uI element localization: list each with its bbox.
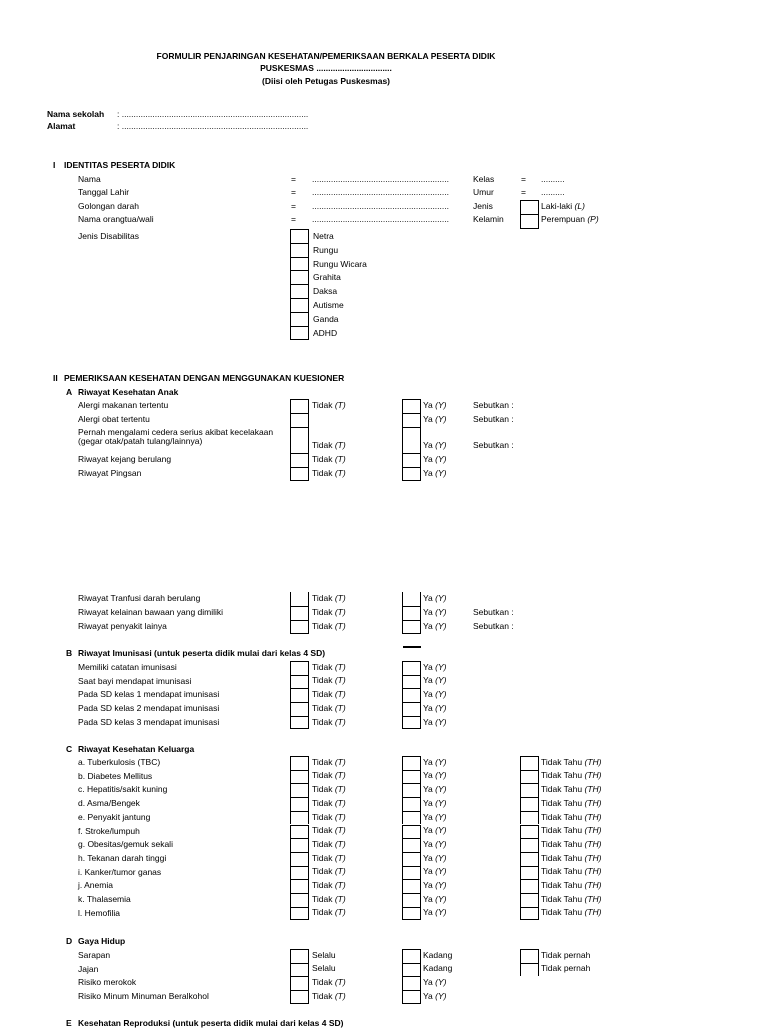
- option-label: Tidak (T): [312, 593, 346, 603]
- identity-equals: =: [291, 214, 296, 224]
- option-checkbox[interactable]: [290, 399, 309, 413]
- option-label: Tidak (T): [312, 866, 346, 877]
- option-checkbox[interactable]: [402, 976, 421, 990]
- option-label: Tidak Tahu (TH): [541, 866, 602, 877]
- option-label: Tidak Tahu (TH): [541, 907, 602, 918]
- option-label: Ya (Y): [423, 468, 447, 478]
- question-label: Riwayat kelainan bawaan yang dimiliki: [78, 607, 224, 617]
- option-checkbox[interactable]: [290, 852, 309, 866]
- option-label: Ya (Y): [423, 607, 447, 617]
- option-label: Tidak (T): [312, 716, 346, 727]
- option-checkbox[interactable]: [290, 879, 309, 893]
- specify-label: Sebutkan :: [473, 621, 514, 631]
- question-label: b. Diabetes Mellitus: [78, 770, 153, 781]
- option-label: Tidak (T): [312, 825, 346, 836]
- disability-label: Jenis Disabilitas: [78, 231, 139, 241]
- option-label: Ya (Y): [423, 977, 447, 988]
- option-label: Tidak (T): [312, 607, 346, 617]
- option-checkbox[interactable]: [402, 852, 421, 866]
- option-label: Ya (Y): [423, 593, 447, 603]
- identity-equals: =: [291, 201, 296, 211]
- option-label: Tidak (T): [312, 784, 346, 795]
- school-name-field: : ...............................................................................: [117, 109, 309, 119]
- option-label: Tidak (T): [312, 797, 346, 808]
- section-2-number: II: [53, 373, 58, 383]
- option-checkbox[interactable]: [290, 949, 309, 963]
- option-checkbox[interactable]: [402, 675, 421, 689]
- option-label: Ya (Y): [423, 621, 447, 631]
- puskesmas-line: PUSKESMAS ................................: [260, 63, 392, 73]
- disability-checkbox[interactable]: [290, 312, 309, 326]
- option-label: Ya (Y): [423, 990, 447, 1001]
- identity-right-label: Jenis: [473, 201, 493, 211]
- option-checkbox[interactable]: [402, 990, 421, 1004]
- identity-right-value: Perempuan (P): [541, 214, 599, 224]
- option-checkbox[interactable]: [290, 963, 309, 977]
- question-label: Risiko merokok: [78, 977, 137, 988]
- option-checkbox[interactable]: [290, 606, 309, 620]
- question-label: Riwayat Pingsan: [78, 468, 142, 478]
- option-label: Ya (Y): [423, 825, 447, 836]
- question-label: Risiko Minum Minuman Beralkohol: [78, 991, 209, 1002]
- question-label: Riwayat penyakit lainya: [78, 621, 167, 631]
- option-checkbox[interactable]: [402, 770, 421, 784]
- option-checkbox[interactable]: [290, 592, 309, 606]
- question-label: d. Asma/Bengek: [78, 798, 140, 809]
- option-checkbox[interactable]: [402, 825, 421, 839]
- option-label: Ya (Y): [423, 852, 447, 863]
- option-label: Tidak (T): [312, 661, 346, 672]
- gender-checkbox-p[interactable]: [520, 214, 539, 229]
- identity-equals: =: [291, 187, 296, 197]
- identity-right-label: Kelamin: [473, 214, 504, 224]
- question-label: a. Tuberkulosis (TBC): [78, 757, 161, 767]
- option-checkbox[interactable]: [290, 716, 309, 730]
- option-label: Tidak (T): [312, 880, 346, 890]
- option-checkbox[interactable]: [402, 467, 421, 481]
- option-checkbox[interactable]: [402, 661, 421, 675]
- option-label: Tidak (T): [312, 770, 346, 781]
- option-checkbox[interactable]: [290, 907, 309, 921]
- identity-field: ..........................................................: [312, 201, 449, 211]
- option-checkbox[interactable]: [402, 783, 421, 797]
- question-label: Pernah mengalami cedera serius akibat kecelakaan: [78, 427, 274, 437]
- subsection-letter: D: [66, 936, 73, 946]
- option-label: Tidak Tahu (TH): [541, 784, 602, 795]
- disability-option: Daksa: [313, 286, 338, 297]
- subsection-letter: E: [66, 1018, 72, 1028]
- option-label: Selalu: [312, 949, 336, 960]
- option-checkbox[interactable]: [520, 852, 539, 866]
- question-label: g. Obesitas/gemuk sekali: [78, 839, 173, 850]
- option-label: Tidak (T): [312, 977, 346, 988]
- disability-checkbox[interactable]: [290, 270, 309, 284]
- option-checkbox[interactable]: [520, 811, 539, 825]
- option-checkbox[interactable]: [402, 702, 421, 716]
- option-label: Tidak (T): [312, 454, 346, 464]
- subsection-letter: A: [66, 387, 73, 397]
- option-checkbox[interactable]: [290, 688, 309, 702]
- option-checkbox[interactable]: [520, 893, 539, 907]
- option-checkbox[interactable]: [402, 620, 421, 634]
- option-label: Tidak Tahu (TH): [541, 797, 602, 808]
- option-checkbox[interactable]: [520, 756, 539, 770]
- option-label: Tidak (T): [312, 852, 346, 863]
- question-label-cont: (gegar otak/patah tulang/lainnya): [78, 436, 203, 446]
- option-checkbox[interactable]: [290, 838, 309, 852]
- option-label: Ya (Y): [423, 400, 447, 410]
- identity-right-equals: =: [521, 174, 526, 184]
- form-note: (Diisi oleh Petugas Puskesmas): [261, 76, 391, 86]
- identity-right-value: ..........: [541, 187, 565, 197]
- option-label: Ya (Y): [423, 661, 447, 672]
- option-label: Tidak (T): [312, 907, 346, 918]
- identity-label: Nama: [78, 174, 101, 184]
- option-label: Tidak (T): [312, 468, 346, 478]
- option-checkbox[interactable]: [402, 907, 421, 921]
- disability-checkbox[interactable]: [290, 284, 309, 298]
- option-checkbox[interactable]: [402, 838, 421, 852]
- identity-label: Nama orangtua/wali: [78, 214, 154, 224]
- option-checkbox[interactable]: [402, 716, 421, 730]
- option-label: Ya (Y): [423, 689, 447, 700]
- subsection-title: Kesehatan Reproduksi (untuk peserta didik mulai dari kelas 4 SD): [78, 1018, 344, 1028]
- disability-option: Netra: [313, 231, 334, 241]
- option-label: Ya (Y): [423, 675, 447, 686]
- option-label: Ya (Y): [423, 866, 447, 877]
- option-label: Ya (Y): [423, 756, 447, 767]
- disability-option: Grahita: [313, 272, 341, 283]
- section-1-number: I: [53, 160, 56, 170]
- disability-checkbox[interactable]: [290, 229, 309, 243]
- option-label: Tidak (T): [312, 756, 346, 767]
- option-checkbox[interactable]: [520, 770, 539, 784]
- option-label: Ya (Y): [423, 440, 447, 450]
- subsection-letter: C: [66, 744, 73, 754]
- option-checkbox[interactable]: [402, 413, 421, 427]
- option-checkbox[interactable]: [402, 811, 421, 825]
- option-label: Tidak (T): [312, 621, 346, 631]
- option-label: Tidak (T): [312, 811, 346, 822]
- option-checkbox[interactable]: [290, 770, 309, 784]
- option-checkbox[interactable]: [290, 893, 309, 907]
- specify-label: Sebutkan :: [473, 414, 514, 424]
- form-title: FORMULIR PENJARINGAN KESEHATAN/PEMERIKSAAN BERKALA PESERTA DIDIK: [156, 51, 496, 61]
- option-checkbox[interactable]: [520, 879, 539, 893]
- question-label: c. Hepatitis/sakit kuning: [78, 784, 168, 795]
- question-label: f. Stroke/lumpuh: [78, 825, 140, 836]
- question-label: i. Kanker/tumor ganas: [78, 866, 162, 877]
- question-label: Sarapan: [78, 950, 111, 960]
- option-label: Ya (Y): [423, 838, 447, 849]
- school-address-field: : ...............................................................................: [117, 121, 309, 131]
- question-label: l. Hemofilia: [78, 907, 121, 918]
- option-label: Tidak (T): [312, 838, 346, 849]
- option-checkbox[interactable]: [290, 990, 309, 1004]
- option-checkbox[interactable]: [402, 866, 421, 880]
- option-checkbox[interactable]: [290, 866, 309, 880]
- option-checkbox[interactable]: [520, 797, 539, 811]
- option-checkbox[interactable]: [402, 756, 421, 770]
- option-checkbox[interactable]: [520, 949, 539, 963]
- option-checkbox[interactable]: [290, 453, 309, 467]
- question-label: Pada SD kelas 2 mendapat imunisasi: [78, 703, 220, 714]
- disability-checkbox[interactable]: [290, 257, 309, 271]
- question-label: Alergi obat tertentu: [78, 414, 150, 424]
- disability-option: ADHD: [313, 327, 338, 338]
- identity-field: ..........................................................: [312, 214, 449, 224]
- option-checkbox[interactable]: [520, 838, 539, 852]
- option-checkbox[interactable]: [290, 467, 309, 481]
- identity-right-label: Umur: [473, 187, 494, 197]
- identity-right-label: Kelas: [473, 174, 495, 184]
- option-label: Ya (Y): [423, 880, 447, 890]
- option-label: Tidak (T): [312, 675, 346, 686]
- option-label: Tidak Tahu (TH): [541, 880, 602, 890]
- option-checkbox[interactable]: [290, 675, 309, 689]
- section-2-title: PEMERIKSAAN KESEHATAN DENGAN MENGGUNAKAN KUESIONER: [64, 373, 345, 383]
- identity-label: Golongan darah: [78, 201, 139, 211]
- disability-checkbox[interactable]: [290, 326, 309, 340]
- option-label: Tidak Tahu (TH): [541, 825, 602, 836]
- option-label: Tidak (T): [312, 893, 346, 904]
- option-checkbox[interactable]: [402, 949, 421, 963]
- option-checkbox[interactable]: [402, 879, 421, 893]
- option-checkbox[interactable]: [520, 783, 539, 797]
- option-checkbox[interactable]: [290, 783, 309, 797]
- option-label: Ya (Y): [423, 784, 447, 795]
- question-label: h. Tekanan darah tinggi: [78, 852, 167, 863]
- option-checkbox[interactable]: [290, 825, 309, 839]
- option-label: Tidak Tahu (TH): [541, 811, 602, 822]
- subsection-title: Riwayat Kesehatan Anak: [78, 387, 179, 397]
- option-label: Tidak pernah: [541, 963, 591, 974]
- option-label: Tidak (T): [312, 702, 346, 713]
- option-label: Ya (Y): [423, 811, 447, 822]
- option-checkbox[interactable]: [402, 606, 421, 620]
- option-checkbox[interactable]: [402, 688, 421, 702]
- option-checkbox[interactable]: [520, 963, 539, 977]
- option-checkbox[interactable]: [290, 427, 309, 453]
- option-label: Ya (Y): [423, 414, 447, 424]
- identity-right-value: ..........: [541, 174, 565, 184]
- option-checkbox[interactable]: [402, 963, 421, 977]
- option-label: Tidak Tahu (TH): [541, 852, 602, 863]
- option-checkbox[interactable]: [520, 907, 539, 921]
- option-checkbox[interactable]: [290, 620, 309, 634]
- question-label: e. Penyakit jantung: [78, 811, 151, 822]
- question-label: Alergi makanan tertentu: [78, 400, 169, 410]
- option-label: Tidak pernah: [541, 949, 591, 960]
- specify-label: Sebutkan :: [473, 440, 514, 450]
- option-checkbox[interactable]: [290, 756, 309, 770]
- question-label: Pada SD kelas 1 mendapat imunisasi: [78, 689, 220, 700]
- option-label: Tidak Tahu (TH): [541, 838, 602, 849]
- question-label: Pada SD kelas 3 mendapat imunisasi: [78, 716, 220, 727]
- option-checkbox[interactable]: [402, 453, 421, 467]
- school-name-label: Nama sekolah: [47, 109, 105, 119]
- option-label: Tidak (T): [312, 400, 346, 410]
- disability-option: Autisme: [313, 300, 344, 310]
- question-label: Riwayat Tranfusi darah berulang: [78, 593, 201, 603]
- option-label: Tidak (T): [312, 689, 346, 700]
- question-label: Jajan: [78, 963, 99, 974]
- disability-option: Ganda: [313, 313, 339, 324]
- identity-equals: =: [291, 174, 296, 184]
- subsection-title: Riwayat Kesehatan Keluarga: [78, 744, 195, 754]
- specify-label: Sebutkan :: [473, 400, 514, 410]
- option-label: Ya (Y): [423, 770, 447, 781]
- subsection-title: Gaya Hidup: [78, 936, 126, 946]
- specify-label: Sebutkan :: [473, 607, 514, 617]
- option-checkbox[interactable]: [402, 893, 421, 907]
- option-checkbox[interactable]: [290, 976, 309, 990]
- section-1-title: IDENTITAS PESERTA DIDIK: [64, 160, 176, 170]
- option-label: Tidak Tahu (TH): [541, 770, 602, 781]
- school-address-label: Alamat: [47, 121, 76, 131]
- question-label: Riwayat kejang berulang: [78, 454, 172, 464]
- option-checkbox[interactable]: [290, 702, 309, 716]
- option-label: Tidak Tahu (TH): [541, 893, 602, 904]
- option-label: Selalu: [312, 963, 336, 974]
- option-label: Ya (Y): [423, 454, 447, 464]
- option-checkbox[interactable]: [402, 592, 421, 606]
- option-checkbox[interactable]: [402, 797, 421, 811]
- option-label: Kadang: [423, 949, 453, 960]
- disability-option: Rungu: [313, 244, 339, 255]
- option-checkbox[interactable]: [290, 797, 309, 811]
- disability-checkbox[interactable]: [290, 298, 309, 312]
- subsection-letter: B: [66, 648, 73, 658]
- disability-option: Rungu Wicara: [313, 258, 367, 269]
- question-label: j. Anemia: [78, 880, 113, 891]
- option-label: Tidak Tahu (TH): [541, 756, 602, 767]
- option-checkbox[interactable]: [290, 413, 309, 427]
- option-checkbox[interactable]: [290, 811, 309, 825]
- option-label: Ya (Y): [423, 893, 447, 904]
- identity-field: ..........................................................: [312, 174, 449, 184]
- identity-right-equals: =: [521, 187, 526, 197]
- option-checkbox[interactable]: [520, 866, 539, 880]
- option-label: Ya (Y): [423, 907, 447, 918]
- option-label: Ya (Y): [423, 716, 447, 727]
- option-label: Tidak (T): [312, 990, 346, 1001]
- option-label: Ya (Y): [423, 702, 447, 713]
- divider-mark: [403, 646, 421, 648]
- option-checkbox[interactable]: [402, 427, 421, 453]
- option-checkbox[interactable]: [290, 661, 309, 675]
- identity-field: ..........................................................: [312, 187, 449, 197]
- question-label: Saat bayi mendapat imunisasi: [78, 675, 192, 686]
- option-label: Tidak (T): [312, 440, 346, 450]
- subsection-title: Riwayat Imunisasi (untuk peserta didik mulai dari kelas 4 SD): [78, 648, 326, 658]
- option-checkbox[interactable]: [402, 399, 421, 413]
- identity-label: Tanggal Lahir: [78, 187, 130, 197]
- question-label: Memiliki catatan imunisasi: [78, 662, 177, 672]
- disability-checkbox[interactable]: [290, 243, 309, 257]
- question-label: k. Thalasemia: [78, 894, 131, 904]
- option-label: Kadang: [423, 963, 453, 974]
- identity-right-value: Laki-laki (L): [541, 201, 585, 211]
- option-checkbox[interactable]: [520, 825, 539, 839]
- option-label: Ya (Y): [423, 797, 447, 808]
- gender-checkbox-l[interactable]: [520, 200, 539, 215]
